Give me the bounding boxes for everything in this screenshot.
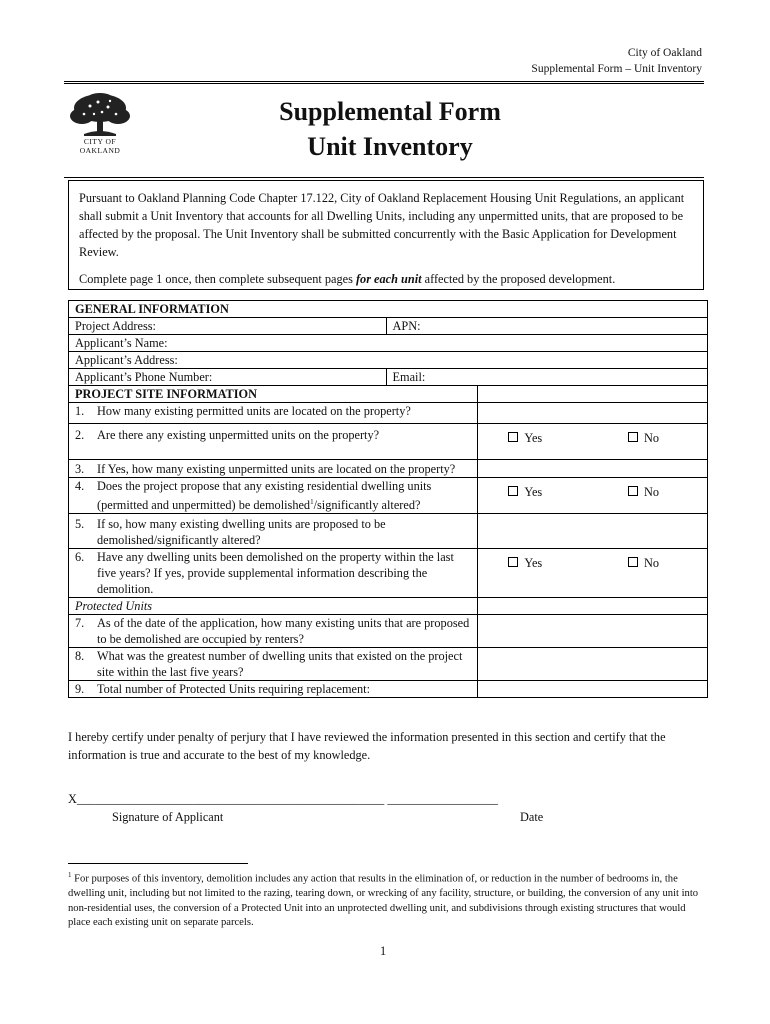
- q4-text-post: /significantly altered?: [313, 498, 421, 513]
- intro-p2-emphasis: for each unit: [355, 272, 422, 286]
- title-line-2: Unit Inventory: [307, 132, 473, 161]
- q2-number: 2.: [75, 428, 85, 442]
- project-address-field[interactable]: Project Address:: [69, 318, 387, 335]
- intro-paragraph-2: [69, 261, 703, 288]
- signature-label: Signature of Applicant: [112, 810, 224, 824]
- q2-yes-label: Yes: [524, 431, 543, 445]
- answer-1-field[interactable]: [478, 403, 708, 424]
- answer-6-choices: [478, 549, 708, 598]
- q4-yes-label: Yes: [524, 485, 543, 499]
- question-1: [69, 403, 478, 424]
- email-field[interactable]: Email:: [386, 369, 708, 386]
- header-divider: [64, 81, 704, 84]
- q4-no-option[interactable]: [628, 484, 659, 500]
- certification-statement: I hereby certify under penalty of perjury that I have reviewed the information presented in this section and certify that the information is true and accurate to the best of my knowledge.: [68, 730, 666, 762]
- q6-text: Have any dwelling units been demolished on the property within the last five years? If yes, provide supplemental information describing the demolition.: [97, 550, 454, 597]
- q6-yes-checkbox[interactable]: [508, 557, 518, 567]
- general-information-heading: GENERAL INFORMATION: [69, 301, 708, 318]
- q6-yes-label: Yes: [524, 556, 543, 571]
- intro-p2-pre: Complete page 1 once, then complete subsequent pages: [79, 272, 356, 286]
- q5-text: If so, how many existing dwelling units are proposed to be demolished/significantly altered?: [97, 517, 386, 548]
- answer-9-field[interactable]: [478, 681, 708, 698]
- q8-text: What was the greatest number of dwelling units that existed on the project site within the last five years?: [97, 649, 463, 680]
- q4-text: [97, 478, 471, 513]
- q3-text: If Yes, how many existing unpermitted units are located on the property?: [97, 462, 456, 476]
- q6-no-label: No: [643, 556, 659, 571]
- q2-yes-checkbox[interactable]: [508, 432, 518, 442]
- q6-number: 6.: [75, 550, 85, 565]
- q9-text: Total number of Protected Units requiring replacement:: [97, 682, 370, 697]
- signature-line[interactable]: X__________________________________________________ __________________: [68, 792, 499, 806]
- answer-3-field[interactable]: [478, 460, 708, 478]
- unit-inventory-table: [68, 300, 708, 698]
- protected-heading-blank: [478, 598, 708, 615]
- answer-5-field[interactable]: [478, 514, 708, 549]
- applicant-address-field[interactable]: Applicant’s Address:: [69, 352, 708, 369]
- question-2: [69, 424, 478, 460]
- q9-number: 9.: [75, 682, 85, 697]
- q2-no-option[interactable]: [628, 430, 659, 446]
- apn-field[interactable]: APN:: [386, 318, 708, 335]
- footnote-text: For purposes of this inventory, demolition includes any action that results in the elimination of, or reduction in the number of bedrooms in, the dwelling unit, including but not limited to the razing, tearing down, or wrecking of any facility, structure, or building, the conversion of any unit into non-residential uses, the conversion of a Protected Unit into an unprotected dwelling unit, and subdivisions through existing structures that would place each existing unit on separate parcels.: [68, 873, 699, 929]
- intro-p2-post: affected by the proposed development.: [421, 272, 616, 286]
- q4-yes-checkbox[interactable]: [508, 486, 518, 496]
- q4-no-label: No: [643, 485, 659, 499]
- q2-no-label: No: [643, 431, 659, 445]
- site-heading-blank: [478, 386, 708, 403]
- page-number: 1: [380, 944, 387, 958]
- title-divider: [64, 177, 704, 178]
- q4-no-checkbox[interactable]: [628, 486, 638, 496]
- question-3: [69, 460, 478, 478]
- intro-box: [68, 180, 704, 290]
- answer-7-field[interactable]: [478, 615, 708, 648]
- answer-4-choices: [478, 478, 708, 514]
- footnote: [68, 868, 708, 931]
- q4-footnote-ref: 1: [310, 498, 314, 506]
- q6-no-option[interactable]: [628, 555, 659, 571]
- q6-yes-option[interactable]: [508, 555, 542, 571]
- q7-text: As of the date of the application, how many existing units that are proposed to be demolished are occupied by renters?: [97, 616, 470, 647]
- q7-number: 7.: [75, 616, 85, 631]
- project-site-heading: PROJECT SITE INFORMATION: [69, 386, 478, 403]
- q2-yes-option[interactable]: [508, 430, 542, 446]
- applicant-phone-field[interactable]: Applicant’s Phone Number:: [69, 369, 387, 386]
- answer-8-field[interactable]: [478, 648, 708, 681]
- answer-2-choices: [478, 424, 708, 460]
- q3-number: 3.: [75, 462, 85, 476]
- intro-paragraph-1: Pursuant to Oakland Planning Code Chapter 17.122, City of Oakland Replacement Housing Unit Regulations, an applicant shall submit a Unit Inventory that accounts for all Dwelling Units, including any unpermitted units, that are proposed to be affected by the proposal. The Unit Inventory shall be submitted concurrently with the Basic Application for Development Review.: [79, 191, 685, 259]
- q1-text: How many existing permitted units are located on the property?: [97, 404, 411, 418]
- date-label: Date: [520, 810, 544, 824]
- question-6: [69, 549, 478, 598]
- q2-no-checkbox[interactable]: [628, 432, 638, 442]
- footnote-divider: [68, 863, 248, 864]
- question-9: [69, 681, 478, 698]
- question-8: [69, 648, 478, 681]
- applicant-name-field[interactable]: Applicant’s Name:: [69, 335, 708, 352]
- title-line-1: Supplemental Form: [279, 97, 501, 126]
- question-5: [69, 514, 478, 549]
- footnote-mark: 1: [68, 871, 72, 879]
- logo-text: CITY OF OAKLAND: [79, 137, 121, 155]
- q4-number: 4.: [75, 479, 85, 493]
- q4-text-pre: Does the project propose that any existing residential dwelling units (permitted and unpermitted) be demolished: [97, 479, 432, 513]
- q4-yes-option[interactable]: [508, 484, 542, 500]
- page-title: [240, 94, 540, 164]
- q8-number: 8.: [75, 649, 85, 664]
- question-7: [69, 615, 478, 648]
- header-agency: City of Oakland: [627, 47, 702, 59]
- q6-no-checkbox[interactable]: [628, 557, 638, 567]
- protected-units-heading: Protected Units: [69, 598, 478, 615]
- header-form-name: Supplemental Form – Unit Inventory: [531, 63, 702, 75]
- question-4: [69, 478, 478, 514]
- q5-number: 5.: [75, 517, 85, 532]
- q2-text: Are there any existing unpermitted units on the property?: [97, 428, 380, 442]
- q1-number: 1.: [75, 404, 85, 418]
